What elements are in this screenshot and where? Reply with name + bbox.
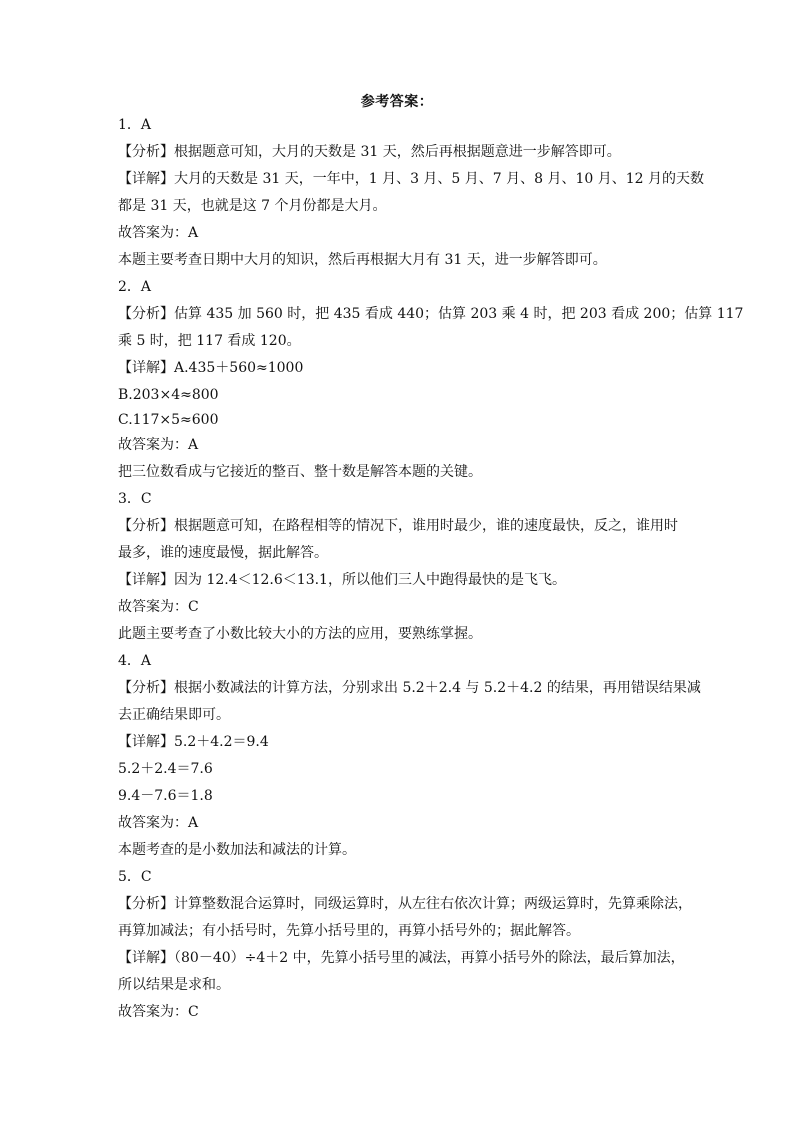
- q2-conclusion: 故答案为：A: [118, 437, 199, 453]
- q3-conclusion: 故答案为：C: [118, 599, 199, 615]
- q1-conclusion: 故答案为：A: [118, 225, 199, 241]
- q5-detail-line2: 所以结果是求和。: [118, 977, 230, 993]
- q5-conclusion: 故答案为：C: [118, 1004, 199, 1020]
- q5-analysis-line2: 再算加减法；有小括号时，先算小括号里的，再算小括号外的；据此解答。: [118, 923, 580, 939]
- q2-answer: 2．A: [118, 279, 152, 295]
- q1-answer: 1．A: [118, 117, 152, 133]
- q1-detail-line2: 都是 31 天，也就是这 7 个月份都是大月。: [118, 198, 387, 214]
- q3-analysis-line2: 最多，谁的速度最慢，据此解答。: [118, 545, 328, 561]
- page-title: 参考答案：: [360, 94, 434, 110]
- q2-comment: 把三位数看成与它接近的整百、整十数是解答本题的关键。: [118, 464, 482, 480]
- q4-analysis-line2: 去正确结果即可。: [118, 707, 230, 723]
- q4-comment: 本题考查的是小数加法和减法的计算。: [118, 842, 356, 858]
- q2-detail-b: B.203×4≈800: [118, 387, 219, 403]
- q5-answer: 5．C: [118, 869, 152, 885]
- q1-comment: 本题主要考查日期中大月的知识，然后再根据大月有 31 天，进一步解答即可。: [118, 252, 607, 268]
- q4-detail-step1: 【详解】5.2＋4.2＝9.4: [118, 734, 269, 750]
- q4-analysis-line1: 【分析】根据小数减法的计算方法，分别求出 5.2＋2.4 与 5.2＋4.2 的结果，再用错误结果减: [118, 680, 701, 696]
- q5-detail-line1: 【详解】（80－40）÷4＋2 中，先算小括号里的减法，再算小括号外的除法，最后算加法，: [118, 950, 685, 966]
- q3-analysis-line1: 【分析】根据题意可知，在路程相等的情况下，谁用时最少，谁的速度最快，反之，谁用时: [118, 518, 678, 534]
- q2-detail-a: 【详解】A.435＋560≈1000: [118, 360, 304, 376]
- q5-analysis-line1: 【分析】计算整数混合运算时，同级运算时，从左往右依次计算；两级运算时，先算乘除法，: [118, 896, 692, 912]
- q4-conclusion: 故答案为：A: [118, 815, 199, 831]
- q2-analysis-line2: 乘 5 时，把 117 看成 120。: [118, 333, 301, 349]
- q4-answer: 4．A: [118, 653, 152, 669]
- q1-analysis: 【分析】根据题意可知，大月的天数是 31 天，然后再根据题意进一步解答即可。: [118, 144, 621, 160]
- q2-detail-c: C.117×5≈600: [118, 412, 219, 428]
- q2-analysis-line1: 【分析】估算 435 加 560 时，把 435 看成 440；估算 203 乘 4 时，把 203 看成 200；估算 117: [118, 306, 744, 322]
- q1-detail-line1: 【详解】大月的天数是 31 天，一年中，1 月、3 月、5 月、7 月、8 月、10 月、12 月的天数: [118, 171, 705, 187]
- q4-detail-step3: 9.4－7.6＝1.8: [118, 788, 213, 804]
- q3-comment: 此题主要考查了小数比较大小的方法的应用，要熟练掌握。: [118, 626, 482, 642]
- q4-detail-step2: 5.2＋2.4＝7.6: [118, 761, 213, 777]
- q3-detail: 【详解】因为 12.4＜12.6＜13.1，所以他们三人中跑得最快的是飞飞。: [118, 572, 566, 588]
- q3-answer: 3．C: [118, 491, 152, 507]
